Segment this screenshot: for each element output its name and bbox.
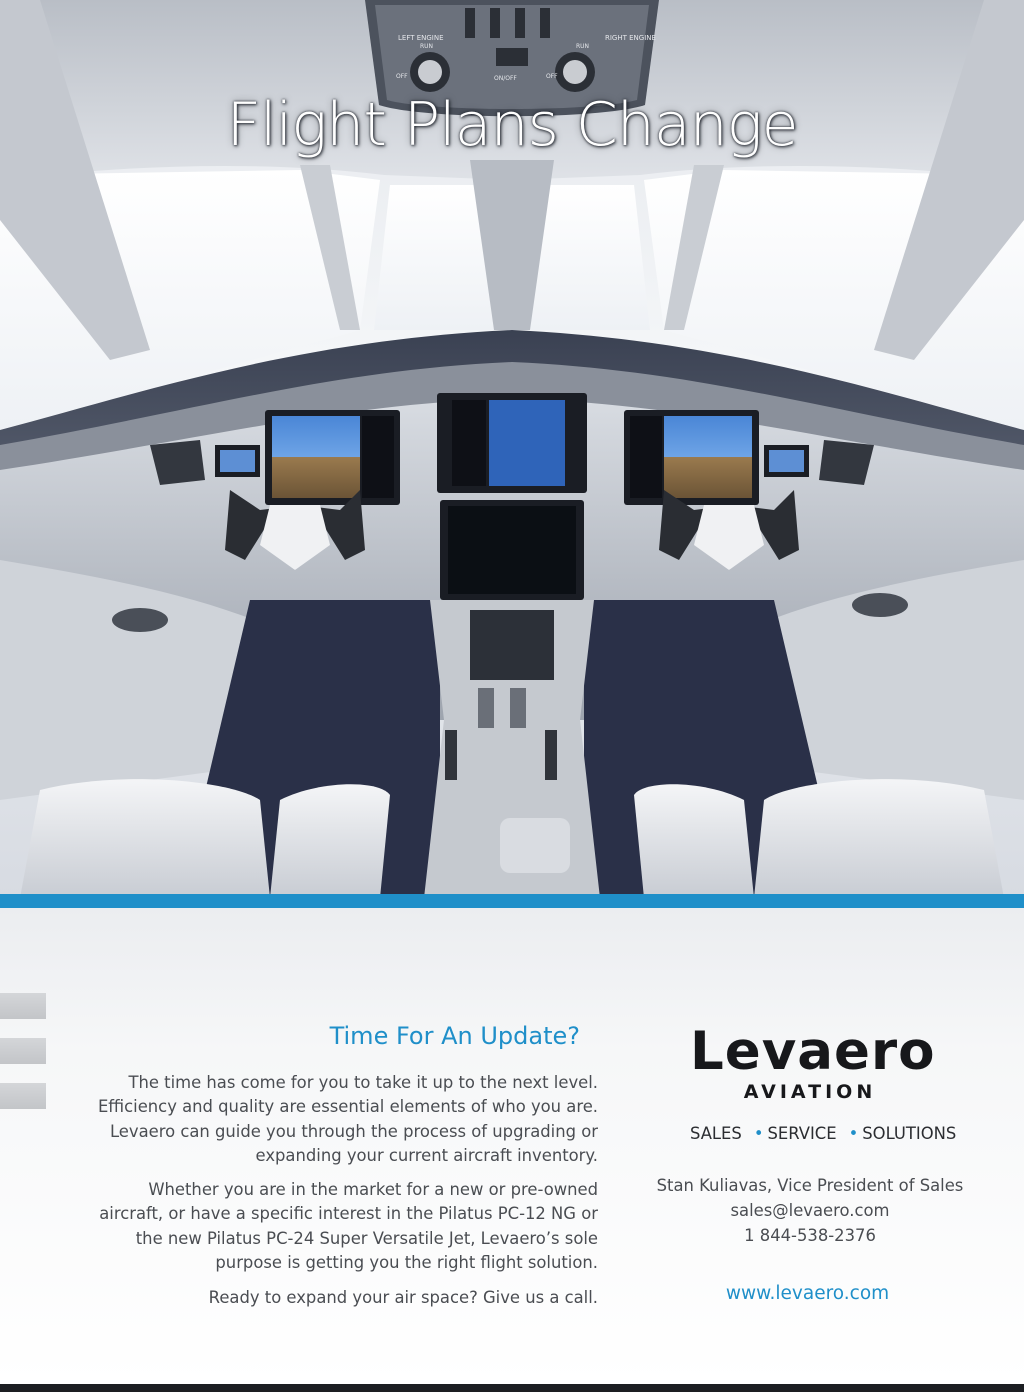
contact-phone[interactable]: 1 844-538-2376	[744, 1226, 876, 1245]
body-paragraph-1: The time has come for you to take it up to the next level. Efficiency and quality are essential elements of who you are. Levaero can guide you through the process of upgrading or expanding your current aircraft inventory.	[97, 1073, 598, 1166]
right-engine-label: RIGHT ENGINE	[605, 34, 656, 42]
side-tab	[0, 1083, 46, 1109]
logo-subtitle: AVIATION	[743, 1081, 877, 1103]
bottom-bar	[0, 1384, 1024, 1392]
bullet-icon: •	[848, 1124, 859, 1143]
service-sales: SALES	[690, 1124, 742, 1143]
service-solutions: SOLUTIONS	[862, 1124, 957, 1143]
section-heading: Time For An Update?	[329, 1022, 580, 1050]
blue-divider-band	[0, 894, 1024, 908]
right-run-label: RUN	[576, 43, 590, 50]
service-service: SERVICE	[767, 1124, 837, 1143]
left-engine-label: LEFT ENGINE	[398, 34, 444, 42]
body-paragraph-3: Ready to expand your air space? Give us a call.	[208, 1288, 598, 1307]
side-tab	[0, 1038, 46, 1064]
right-off-label: OFF	[546, 73, 558, 80]
bullet-icon: •	[753, 1124, 764, 1143]
on-off-label: ON/OFF	[494, 75, 517, 82]
side-tab	[0, 993, 46, 1019]
services-list	[690, 1124, 956, 1143]
website-link[interactable]: www.levaero.com	[725, 1283, 890, 1304]
left-off-label: OFF	[396, 73, 408, 80]
levaero-logo-wordmark: Levaero	[690, 1021, 936, 1082]
left-run-label: RUN	[420, 43, 434, 50]
contact-name: Stan Kuliavas, Vice President of Sales	[656, 1176, 964, 1195]
contact-email-link[interactable]: sales@levaero.com	[730, 1201, 890, 1220]
headline: Flight Plans Change	[226, 90, 798, 160]
body-paragraph-2: Whether you are in the market for a new or pre-owned aircraft, or have a specific interest in the Pilatus PC-12 NG or the new Pilatus PC-24 Super Versatile Jet, Levaero’s sole purpose is getting you the right flight solution.	[99, 1180, 598, 1273]
